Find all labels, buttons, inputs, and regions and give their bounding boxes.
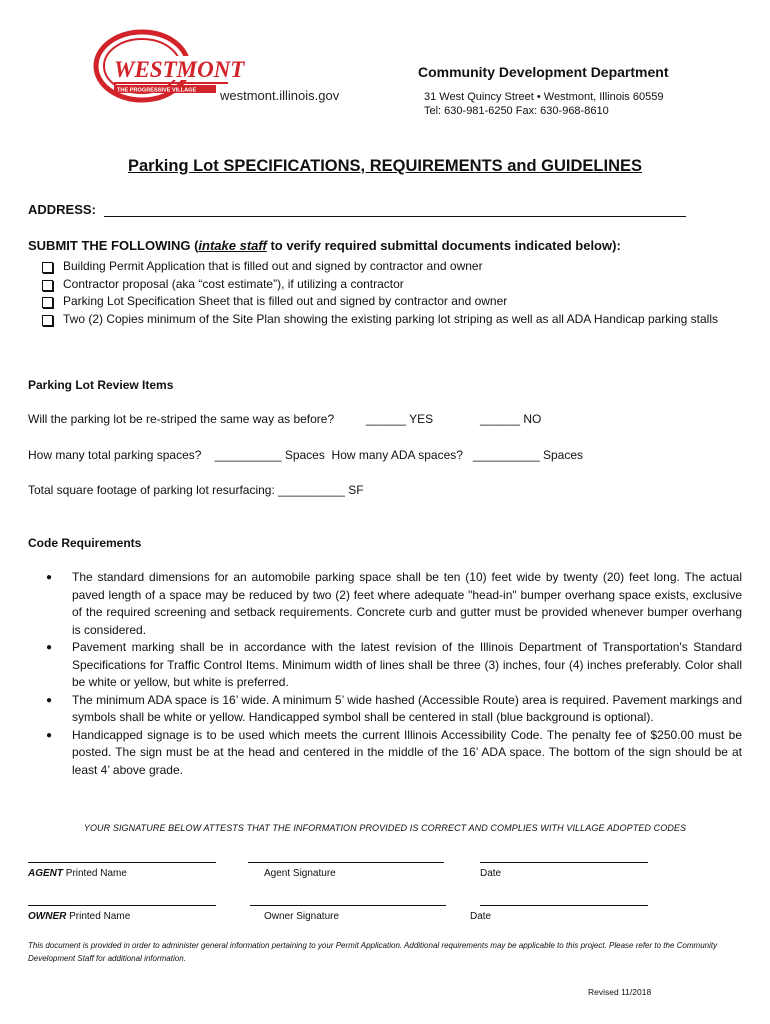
checklist-item [42, 258, 742, 276]
checkbox[interactable] [42, 315, 53, 326]
review-heading: Parking Lot Review Items [28, 378, 174, 392]
owner-signature-field[interactable] [250, 905, 446, 906]
westmont-logo [90, 26, 245, 104]
department-title: Community Development Department [418, 64, 669, 80]
bullet-icon: ● [46, 694, 53, 706]
parking-spaces-question[interactable]: How many total parking spaces? __________ Spaces How many ADA spaces? __________ Spaces [28, 448, 584, 462]
bullet-icon: ● [46, 729, 53, 741]
restripe-question: Will the parking lot be re-striped the same way as before? [28, 412, 335, 426]
submit-heading-end: to verify required submittal documents indicated below): [266, 238, 621, 253]
list-item-text: Pavement marking shall be in accordance with the latest revision of the Illinois Department of Transportation's Standard Specifications for Traffic Control Items. Minimum width of lines shall be three (3) inches, four (4) inches preferably. Color shall be white or yellow, but white is preferred. [72, 640, 742, 689]
westmont-logo-mark [90, 26, 245, 104]
restripe-yes-field[interactable]: ______ YES [366, 412, 434, 426]
agent-signature-field[interactable] [248, 862, 444, 863]
list-item [46, 692, 742, 727]
owner-name-field[interactable] [28, 905, 216, 906]
submittal-checklist [42, 258, 742, 328]
checklist-item-label: Parking Lot Specification Sheet that is filled out and signed by contractor and owner [63, 294, 508, 308]
owner-label-rest: Printed Name [66, 911, 131, 922]
list-item-text: The standard dimensions for an automobile parking space shall be ten (10) feet wide by twenty (20) feet long. The actual paved length of a space may be reduced by two (2) feet where adequate "head-in" bumper overhang space exists, exclusive of the required screening and setback requirements. Concrete curb and gutter must be provided whenever bumper overhang is considered. [72, 570, 742, 637]
agent-label-rest: Printed Name [63, 868, 127, 879]
bullet-icon: ● [46, 572, 53, 583]
list-item [46, 727, 742, 780]
website-link[interactable]: westmont.illinois.gov [220, 88, 340, 103]
square-footage-question[interactable]: Total square footage of parking lot resurfacing: __________ SF [28, 483, 364, 497]
checklist-item [42, 293, 742, 311]
list-item-text: Handicapped signage is to be used which meets the current Illinois Accessibility Code. The penalty fee of $250.00 must be posted. The sign must be at the head and centered in the middle of the 16’ ADA space. The bottom of the sign should be at least 4’ above grade. [72, 727, 742, 777]
checklist-item [42, 276, 742, 294]
revision-date: Revised 11/2018 [588, 987, 652, 997]
checklist-item-label: Building Permit Application that is filled out and signed by contractor and owner [63, 259, 483, 273]
code-requirements-list [46, 569, 742, 779]
submit-heading-emphasis: intake staff [198, 238, 267, 253]
logo-tagline: THE PROGRESSIVE VILLAGE [117, 87, 197, 94]
checkbox[interactable] [42, 280, 53, 291]
code-heading: Code Requirements [28, 536, 142, 550]
checklist-item-label: Two (2) Copies minimum of the Site Plan showing the existing parking lot striping as well as all ADA Handicap parking stalls [63, 311, 718, 326]
department-phone: Tel: 630-981-6250 Fax: 630-968-8610 [424, 105, 609, 117]
submit-heading-start: SUBMIT THE FOLLOWING ( [28, 238, 199, 253]
list-item-text: The minimum ADA space is 16’ wide. A minimum 5’ wide hashed (Accessible Route) area is required. Pavement markings and symbols shall be white or yellow. Handicapped symbol shall be centered in stall (blue background is optional). [72, 692, 742, 724]
address-field[interactable] [104, 216, 686, 217]
checklist-item-label: Contractor proposal (aka “cost estimate”), if utilizing a contractor [63, 276, 404, 291]
agent-label-bold: AGENT [28, 868, 63, 879]
department-contact [424, 90, 663, 118]
agent-date-field[interactable] [480, 862, 648, 863]
agent-date-label: Date [480, 868, 502, 879]
restripe-no-field[interactable]: ______ NO [480, 412, 542, 426]
owner-date-field[interactable] [480, 905, 648, 906]
list-item [46, 639, 742, 692]
owner-date-label: Date [470, 911, 492, 922]
checklist-item [42, 311, 742, 329]
agent-name-field[interactable] [28, 862, 216, 863]
disclaimer: This document is provided in order to administer general information pertaining to your Permit Application. Additional requirements may be applicable to this project. Please refer to the Community Development Staff for additional information. [28, 941, 718, 963]
owner-label-bold: OWNER [28, 911, 67, 922]
list-item [46, 569, 742, 639]
checkbox[interactable] [42, 262, 53, 273]
owner-signature-label: Owner Signature [264, 911, 340, 922]
submit-heading [28, 238, 621, 253]
page-title: Parking Lot SPECIFICATIONS, REQUIREMENTS and GUIDELINES [128, 157, 642, 175]
agent-signature-label: Agent Signature [264, 868, 336, 879]
owner-name-label [28, 911, 130, 922]
bullet-icon: ● [46, 642, 53, 653]
address-label: ADDRESS: [28, 202, 96, 217]
department-address: 31 West Quincy Street • Westmont, Illinois 60559 [424, 91, 664, 103]
checkbox[interactable] [42, 297, 53, 308]
attestation-statement: YOUR SIGNATURE BELOW ATTESTS THAT THE INFORMATION PROVIDED IS CORRECT AND COMPLIES WITH VILLAGE ADOPTED CODES [83, 823, 687, 833]
agent-name-label [28, 868, 127, 879]
logo-wordmark: WESTMONT [114, 57, 245, 82]
